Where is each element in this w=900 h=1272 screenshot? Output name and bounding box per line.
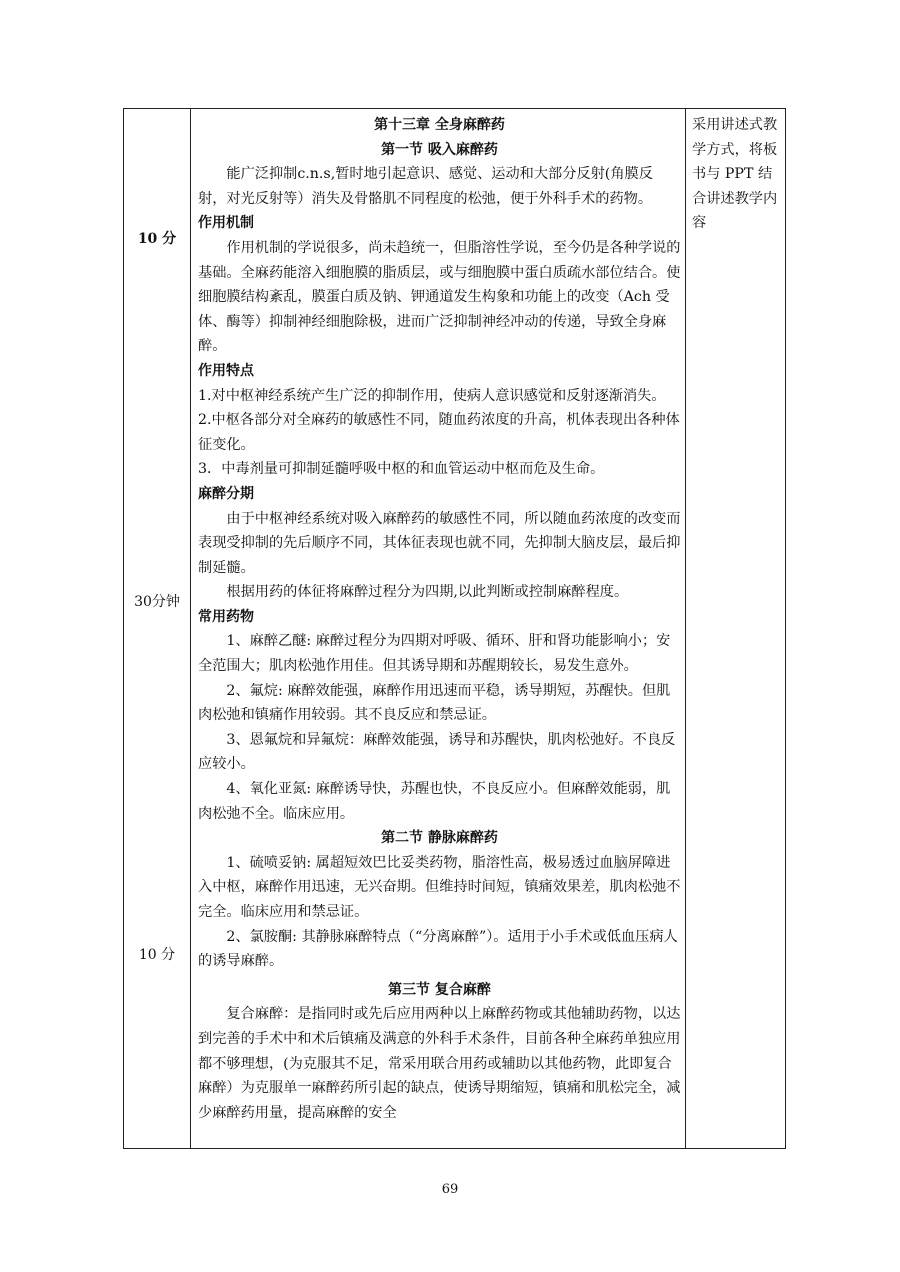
drug-item-2: 2、氟烷: 麻醉效能强，麻醉作用迅速而平稳，诱导期短，苏醒快。但肌肉松弛和镇痛作用较弱。其不良反应和禁忌证。 [198, 682, 671, 724]
drug-item-4: 4、氧化亚氮: 麻醉诱导快，苏醒也快，不良反应小。但麻醉效能弱，肌肉松弛不全。临床应用。 [198, 781, 671, 822]
iv-drug-item-2: 2、氯胺酮: 其静脉麻醉特点（“分离麻醉”）。适用于小手术或低血压病人的诱导麻醉。 [198, 928, 678, 970]
section2-title: 第二节 静脉麻醉药 [381, 830, 498, 847]
time-label-inhalation: 30分钟 [134, 594, 180, 610]
column-divider-left [190, 109, 191, 1148]
features-heading: 作用特点 [198, 362, 254, 379]
stages-paragraph-2: 根据用药的体征将麻醉过程分为四期,以此判断或控制麻醉程度。 [226, 584, 629, 601]
teaching-method: 采用讲述式教学方式，将板书与 PPT 结合讲述教学内容 [692, 117, 778, 232]
column-divider-right [685, 109, 686, 1148]
iv-drug-item-1: 1、硫喷妥钠: 属超短效巴比妥类药物，脂溶性高，极易透过血脑屏障进入中枢，麻醉作用迅速，无兴奋期。但维持时间短，镇痛效果差，肌肉松弛不完全。临床应用和禁忌证。 [198, 854, 681, 920]
stages-paragraph-1: 由于中枢神经系统对吸入麻醉药的敏感性不同，所以随血药浓度的改变而表现受抑制的先后顺序不同，其体征表现也就不同，先抑制大脑皮层，最后抑制延髓。 [198, 510, 681, 576]
time-label-intro: 10 分 [137, 231, 177, 247]
drugs-heading: 常用药物 [198, 608, 254, 625]
mechanism-heading: 作用机制 [198, 215, 254, 232]
feature-item-3: 3．中毒剂量可抑制延髓呼吸中枢的和血管运动中枢而危及生命。 [198, 461, 605, 478]
feature-item-2: 2.中枢各部分对全麻药的敏感性不同，随血药浓度的升高，机体表现出各种体征变化。 [198, 412, 680, 453]
combined-anesthesia-paragraph: 复合麻醉：是指同时或先后应用两种以上麻醉药物或其他辅助药物，以达到完善的手术中和术后镇痛及满意的外科手术条件，目前各种全麻药单独应用都不够理想，(为克服其不足，常采用联合用药或辅助以其他药物，此即复合麻醉）为克服单一麻醉药所引起的缺点，使诱导期缩短，镇痛和肌松完全，减少麻醉药用量，提高麻醉的安全 [198, 1006, 681, 1121]
stages-heading: 麻醉分期 [198, 485, 254, 502]
page-number: 69 [441, 1182, 459, 1197]
section3-title: 第三节 复合麻醉 [388, 981, 491, 998]
drug-item-1: 1、麻醉乙醚: 麻醉过程分为四期对呼吸、循环、肝和肾功能影响小；安全范围大；肌肉松弛作用佳。但其诱导期和苏醒期较长，易发生意外。 [198, 633, 671, 675]
feature-item-1: 1.对中枢神经系统产生广泛的抑制作用，使病人意识感觉和反射逐渐消失。 [198, 387, 666, 404]
drug-item-3: 3、恩氟烷和异氟烷：麻醉效能强，诱导和苏醒快，肌肉松弛好。不良反应较小。 [198, 731, 676, 773]
time-label-intravenous: 10 分 [138, 947, 176, 963]
lesson-content [198, 113, 681, 1125]
mechanism-paragraph: 作用机制的学说很多，尚未趋统一，但脂溶性学说，至今仍是各种学说的基础。全麻药能溶入细胞膜的脂质层，或与细胞膜中蛋白质疏水部位结合。使细胞膜结构紊乱，膜蛋白质及钠、钾通道发生构象和功能上的改变（Ach 受体、酶等）抑制神经细胞除极，进而广泛抑制神经冲动的传递，导致全身麻醉。 [198, 239, 681, 355]
lesson-table [123, 108, 786, 1149]
chapter-title: 第十三章 全身麻醉药 [374, 117, 505, 133]
intro-paragraph: 能广泛抑制c.n.s,暂时地引起意识、感觉、运动和大部分反射(角膜反射，对光反射等）消失及骨骼肌不同程度的松弛，便于外科手术的药物。 [198, 166, 653, 207]
section1-title: 第一节 吸入麻醉药 [381, 141, 498, 158]
